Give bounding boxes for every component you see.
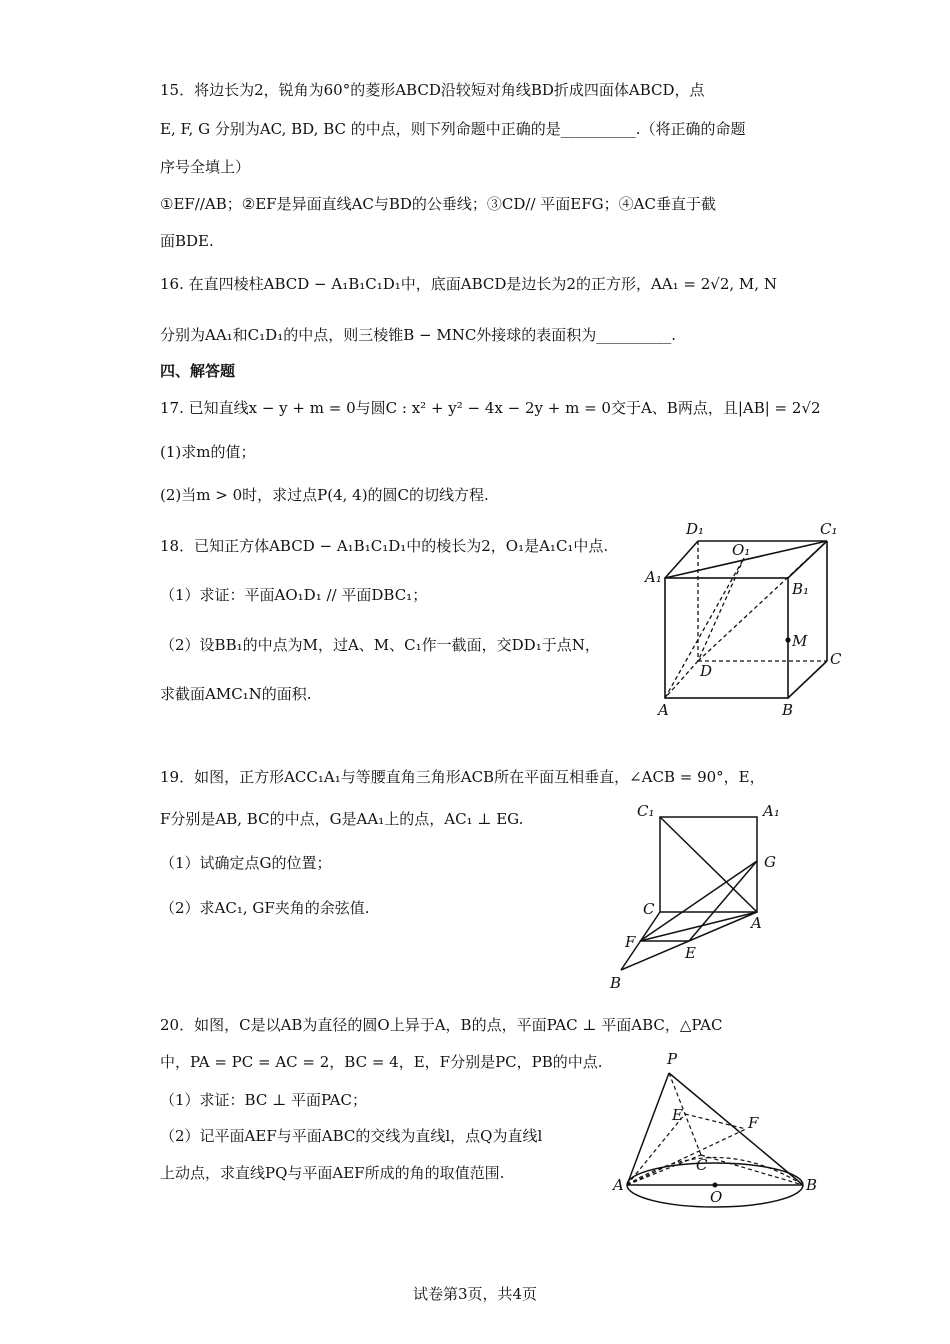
label-g: G: [764, 853, 776, 871]
label-d: D: [700, 662, 713, 680]
q19-line3: （1）试确定点G的位置；: [160, 854, 332, 872]
label-f: F: [748, 1114, 759, 1132]
q20-line5: 上动点，求直线PQ与平面AEF所成的角的取值范围.: [160, 1164, 505, 1182]
q19-line1: 19．如图，正方形ACC₁A₁与等腰直角三角形ACB所在平面互相垂直，∠ACB = 90°，E，: [160, 768, 765, 786]
cube-figure: [640, 518, 850, 718]
q16-line2: 分别为AA₁和C₁D₁的中点，则三棱锥B − MNC外接球的表面积为__________.: [160, 326, 677, 344]
label-c: C: [830, 650, 842, 668]
q18-line3: （2）设BB₁的中点为M，过A、M、C₁作一截面，交DD₁于点N，: [160, 636, 600, 654]
q17-line3: (2)当m > 0时，求过点P(4, 4)的圆C的切线方程.: [160, 486, 489, 504]
label-a: A: [658, 701, 669, 719]
q17-line2: (1)求m的值；: [160, 443, 256, 461]
q16-line1: 16. 在直四棱柱ABCD − A₁B₁C₁D₁中，底面ABCD是边长为2的正方形，AA₁ = 2√2, M, N: [160, 275, 777, 293]
q18-line2: （1）求证：平面AO₁D₁ // 平面DBC₁；: [160, 586, 428, 604]
q17-line1: 17. 已知直线x − y + m = 0与圆C : x² + y² − 4x − 2y + m = 0交于A、B两点，且|AB| = 2√2: [160, 399, 821, 417]
label-f: F: [625, 933, 636, 951]
q15-line2: E, F, G 分别为AC, BD, BC 的中点，则下列命题中正确的是__________.（将正确的命题: [160, 120, 746, 138]
q18-line1: 18．已知正方体ABCD − A₁B₁C₁D₁中的棱长为2，O₁是A₁C₁中点.: [160, 537, 609, 555]
q20-line4: （2）记平面AEF与平面ABC的交线为直线l，点Q为直线l: [160, 1127, 543, 1145]
q15-line1: 15．将边长为2，锐角为60°的菱形ABCD沿较短对角线BD折成四面体ABCD，点: [160, 81, 705, 99]
label-b: B: [806, 1176, 818, 1194]
label-p: P: [667, 1050, 678, 1068]
q15-line4: ①EF//AB；②EF是异面直线AC与BD的公垂线；③CD// 平面EFG；④AC垂直于截: [160, 195, 716, 213]
label-a1: A₁: [763, 802, 780, 820]
q20-line3: （1）求证：BC ⊥ 平面PAC；: [160, 1091, 367, 1109]
q15-line5: 面BDE.: [160, 232, 214, 250]
label-e: E: [685, 944, 696, 962]
label-c1: C₁: [820, 520, 838, 538]
label-a: A: [613, 1176, 624, 1194]
label-a1: A₁: [645, 568, 662, 586]
label-o: O: [710, 1188, 723, 1206]
label-c: C: [696, 1156, 708, 1174]
q18-line4: 求截面AMC₁N的面积.: [160, 685, 312, 703]
label-m: M: [792, 632, 808, 650]
label-a: A: [751, 914, 762, 932]
square-triangle-figure: [605, 800, 795, 995]
label-b1: B₁: [792, 580, 810, 598]
label-o1: O₁: [732, 541, 751, 559]
q15-line3: 序号全填上）: [160, 158, 251, 176]
section-heading: 四、解答题: [160, 362, 236, 380]
label-e: E: [672, 1106, 683, 1124]
cone-circle-figure: [610, 1050, 825, 1210]
label-d1: D₁: [686, 520, 705, 538]
label-c: C: [643, 900, 655, 918]
q19-line4: （2）求AC₁, GF夹角的余弦值.: [160, 899, 370, 917]
q19-line2: F分别是AB, BC的中点，G是AA₁上的点，AC₁ ⊥ EG.: [160, 810, 524, 828]
label-b: B: [610, 974, 622, 992]
q20-line1: 20．如图，C是以AB为直径的圆O上异于A，B的点，平面PAC ⊥ 平面ABC，△PAC: [160, 1016, 723, 1034]
q20-line2: 中，PA = PC = AC = 2，BC = 4，E，F分别是PC，PB的中点.: [160, 1053, 603, 1071]
label-b: B: [782, 701, 794, 719]
label-c1: C₁: [637, 802, 655, 820]
page-footer: 试卷第3页，共4页: [412, 1285, 538, 1303]
